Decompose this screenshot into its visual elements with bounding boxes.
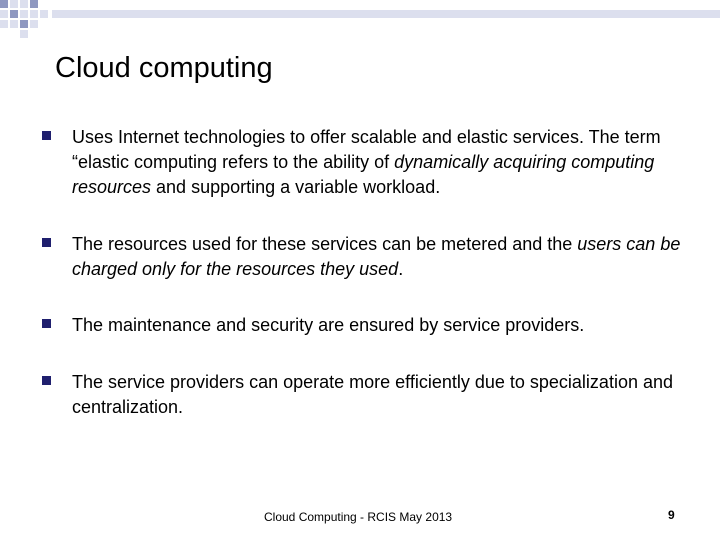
bullet-text — [72, 125, 702, 200]
bullet-text — [72, 313, 702, 338]
bullet-text-italic: dynamically acquiring computing resources — [72, 152, 655, 197]
bullet-text-segment: Uses Internet technologies to offer scalable and elastic services. The term “elastic computing refers to the ability of — [72, 127, 661, 172]
slide-title: Cloud computing — [55, 52, 273, 84]
page-number: 9 — [668, 508, 675, 522]
bullet-text-segment: The resources used for these services can be metered and the — [72, 234, 578, 254]
bullet-text-segment: The maintenance and security are ensured by service providers. — [72, 315, 585, 335]
decorative-header-squares — [0, 0, 720, 50]
bullet-square-icon — [42, 238, 51, 247]
bullet-text-italic: users can be charged only for the resources they used — [72, 234, 681, 279]
slide-footer: Cloud Computing - RCIS May 2013 — [264, 510, 453, 524]
bullet-text-segment: The service providers can operate more efficiently due to specialization and centralization. — [72, 372, 673, 417]
bullet-square-icon — [42, 131, 51, 140]
bullet-text — [72, 232, 702, 282]
bullet-square-icon — [42, 376, 51, 385]
bullet-text-segment: . — [398, 259, 404, 279]
bullet-square-icon — [42, 319, 51, 328]
bullet-text-segment: and supporting a variable workload. — [151, 177, 441, 197]
bullet-text — [72, 370, 702, 420]
